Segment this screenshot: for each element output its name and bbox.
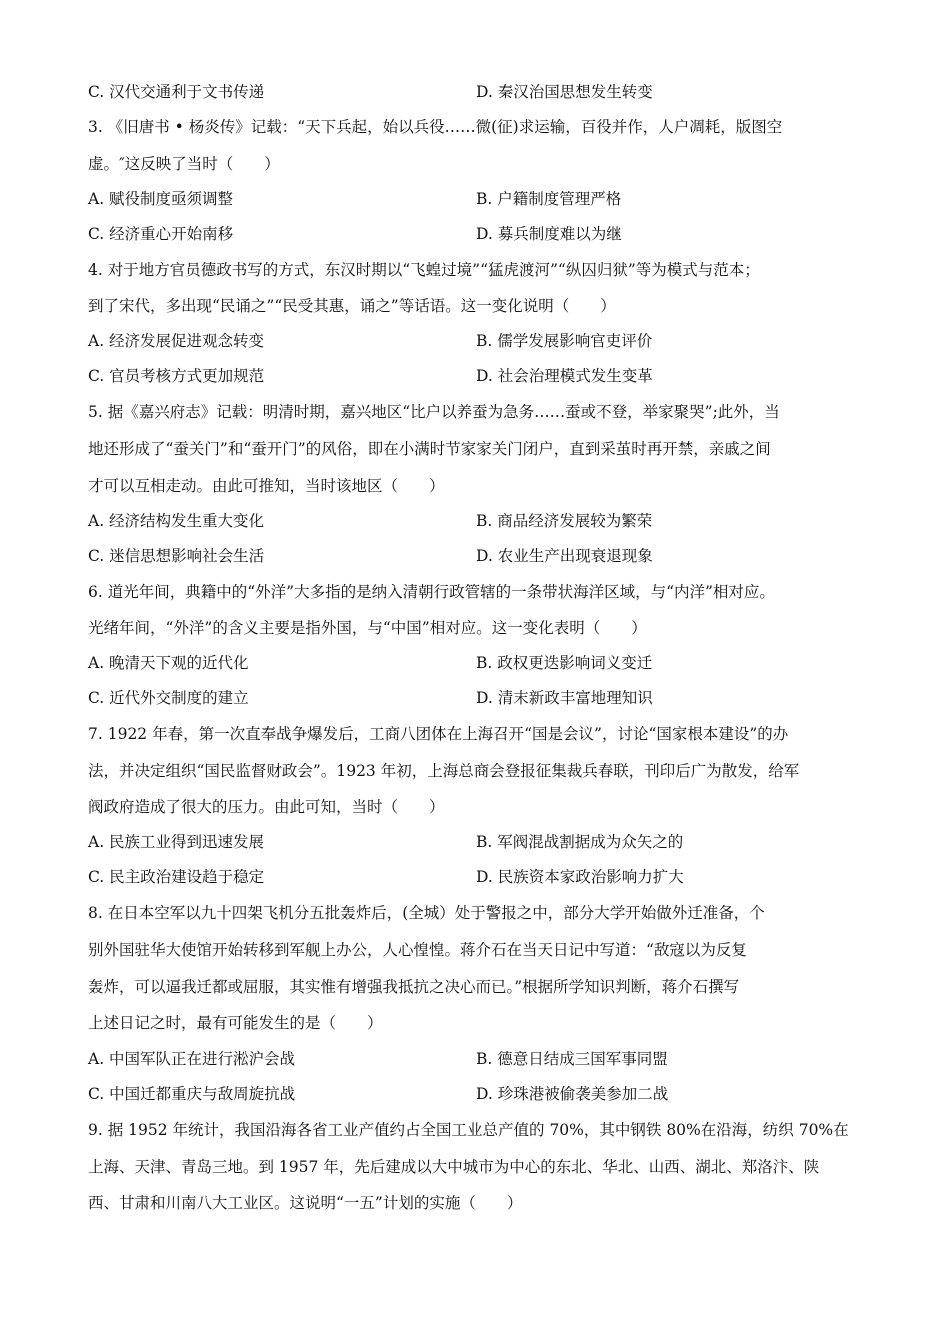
- q5-option-d: D. 农业生产出现衰退现象: [476, 547, 653, 565]
- q7-stem-line-2: 法，并决定组织“国民监督财政会”。1923 年初，上海总商会登报征集裁兵春联，刊印后广为散发，给军: [88, 762, 800, 780]
- q8-option-a: A. 中国军队正在进行淞沪会战: [88, 1050, 296, 1068]
- q8-stem-line-3: 轰炸，可以逼我迁都或屈服，其实惟有增强我抵抗之决心而已。”根据所学知识判断，蒋介石撰写: [88, 978, 740, 996]
- q7-option-c: C. 民主政治建设趋于稳定: [88, 868, 265, 886]
- q7-stem-line-3: 阀政府造成了很大的压力。由此可知，当时（ ）: [88, 798, 445, 816]
- q6-option-d: D. 清末新政丰富地理知识: [476, 689, 653, 707]
- q6-stem-line-1: 6. 道光年间，典籍中的“外洋”大多指的是纳入清朝行政管辖的一条带状海洋区域，与“内洋”相对应。: [88, 583, 775, 601]
- q9-stem-line-3: 西、甘肃和川南八大工业区。这说明“一五”计划的实施（ ）: [88, 1194, 523, 1212]
- q6-stem-line-2: 光绪年间，“外洋”的含义主要是指外国，与“中国”相对应。这一变化表明（ ）: [88, 619, 647, 637]
- q8-stem-line-2: 别外国驻华大使馆开始转移到军舰上办公，人心惶惶。蒋介石在当天日记中写道：“敌寇以为反复: [88, 941, 747, 959]
- q6-option-b: B. 政权更迭影响词义变迁: [476, 654, 653, 672]
- q8-stem-line-1: 8. 在日本空军以九十四架飞机分五批轰炸后，(全城）处于警报之中，部分大学开始做外迁准备，个: [88, 904, 765, 922]
- q3-option-b: B. 户籍制度管理严格: [476, 190, 622, 208]
- q4-option-a: A. 经济发展促进观念转变: [88, 332, 265, 350]
- q8-stem-line-4: 上述日记之时，最有可能发生的是（ ）: [88, 1014, 383, 1032]
- q3-option-a: A. 赋役制度亟须调整: [88, 190, 234, 208]
- q3-stem-line-1: 3. 《旧唐书 • 杨炎传》记载：“天下兵起，始以兵役……微(征)求运输，百役并作，人户凋耗，版图空: [88, 118, 783, 136]
- q8-option-d: D. 珍珠港被偷袭美参加二战: [476, 1085, 669, 1103]
- q4-stem-line-1: 4. 对于地方官员德政书写的方式，东汉时期以“飞蝗过境”“猛虎渡河”“纵囚归狱”等为模式与范本；: [88, 261, 760, 279]
- q6-option-a: A. 晚清天下观的近代化: [88, 654, 249, 672]
- q9-stem-line-1: 9. 据 1952 年统计，我国沿海各省工业产值约占全国工业总产值的 70%，其中钢铁 80%在沿海，纺织 70%在: [88, 1121, 849, 1139]
- q4-option-b: B. 儒学发展影响官吏评价: [476, 332, 653, 350]
- q5-stem-line-2: 地还形成了“蚕关门”和“蚕开门”的风俗，即在小满时节家家关门闭户，直到采茧时再开禁，亲戚之间: [88, 440, 771, 458]
- q2-option-c: C. 汉代交通利于文书传递: [88, 83, 265, 101]
- q4-option-c: C. 官员考核方式更加规范: [88, 367, 265, 385]
- q3-stem-line-2: 虚。″这反映了当时（ ）: [88, 155, 280, 173]
- q8-option-c: C. 中国迁都重庆与敌周旋抗战: [88, 1085, 296, 1103]
- q9-stem-line-2: 上海、天津、青岛三地。到 1957 年，先后建成以大中城市为中心的东北、华北、山西、湖北、郑洛汴、陕: [88, 1158, 820, 1176]
- q5-stem-line-1: 5. 据《嘉兴府志》记载：明清时期，嘉兴地区“比户以养蚕为急务……蚕或不登，举家聚哭”;此外，当: [88, 403, 780, 421]
- q7-stem-line-1: 7. 1922 年春，第一次直奉战争爆发后，工商八团体在上海召开“国是会议”，讨论“国家根本建设”的办: [88, 725, 789, 743]
- q7-option-b: B. 军阀混战割据成为众矢之的: [476, 833, 684, 851]
- q7-option-a: A. 民族工业得到迅速发展: [88, 833, 265, 851]
- q4-stem-line-2: 到了宋代，多出现“民诵之”“民受其惠，诵之”等话语。这一变化说明（ ）: [88, 297, 616, 315]
- q5-option-c: C. 迷信思想影响社会生活: [88, 547, 265, 565]
- q5-option-b: B. 商品经济发展较为繁荣: [476, 512, 653, 530]
- q3-option-c: C. 经济重心开始南移: [88, 225, 234, 243]
- q2-option-d: D. 秦汉治国思想发生转变: [476, 83, 653, 101]
- q5-stem-line-3: 才可以互相走动。由此可推知，当时该地区（ ）: [88, 477, 445, 495]
- q4-option-d: D. 社会治理模式发生变革: [476, 367, 653, 385]
- q6-option-c: C. 近代外交制度的建立: [88, 689, 249, 707]
- q7-option-d: D. 民族资本家政治影响力扩大: [476, 868, 684, 886]
- q8-option-b: B. 德意日结成三国军事同盟: [476, 1050, 668, 1068]
- q3-option-d: D. 募兵制度难以为继: [476, 225, 622, 243]
- q5-option-a: A. 经济结构发生重大变化: [88, 512, 265, 530]
